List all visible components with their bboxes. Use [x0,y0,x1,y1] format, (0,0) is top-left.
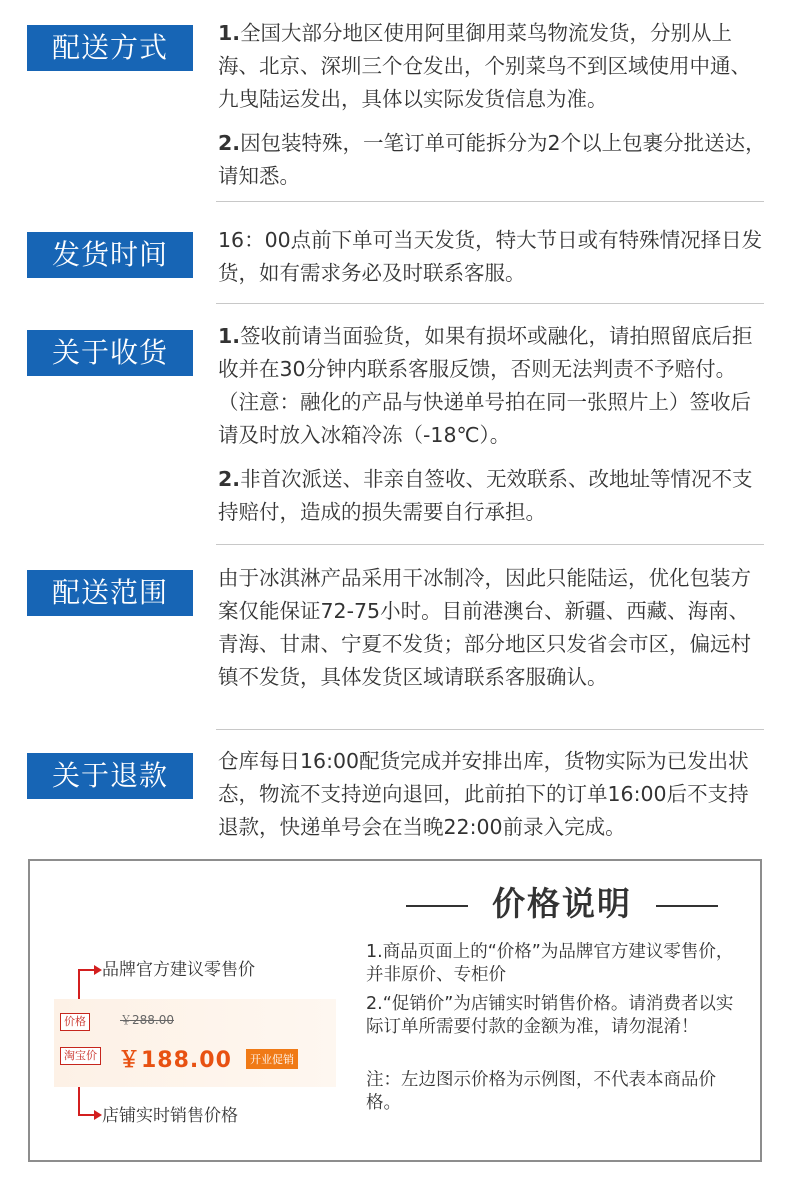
price-notes [366,941,746,1115]
paragraph-text: 16：00点前下单可当天发货，特大节日或有特殊情况择日发货，如有需求务必及时联系客服。 [218,228,763,285]
price-tag-label: 价格 [60,1013,90,1031]
title-rule-right [656,905,718,907]
divider [216,303,764,304]
divider [216,544,764,545]
paragraph [218,127,766,193]
price-explanation-box [28,859,762,1162]
original-price: ￥288.00 [120,1013,174,1027]
paragraph [218,320,766,452]
price-note-disclaimer: 注：左边图示价格为示例图，不代表本商品价格。 [366,1070,716,1113]
paragraph [218,224,766,290]
paragraph-number: 1. [218,324,241,348]
current-price: ￥188.00 [118,1048,232,1073]
section-content [218,562,766,694]
paragraph-number: 2. [218,131,241,155]
price-note: 2.“促销价”为店铺实时销售价格。请消费者以实际订单所需要付款的金额为准，请勿混淆！ [366,994,734,1037]
paragraph [218,562,766,694]
section-content [218,745,766,844]
promo-badge: 开业促销 [246,1049,298,1069]
price-box-title [402,881,722,927]
price-example-card [54,999,336,1087]
section-label: 关于退款 [27,753,193,799]
taobao-price-tag: 淘宝价 [60,1047,101,1065]
paragraph [218,17,766,116]
section-label: 配送方式 [27,25,193,71]
arrow-right-icon [94,965,102,975]
section-content [218,320,766,529]
paragraph-number: 2. [218,467,241,491]
section-content [218,224,766,290]
divider [216,201,764,202]
price-box-title-text: 价格说明 [492,884,632,923]
paragraph-text: 因包装特殊，一笔订单可能拆分为2个以上包裹分批送达，请知悉。 [218,131,766,188]
callout-suggested-price: 品牌官方建议零售价 [102,960,255,980]
callout-shop-price: 店铺实时销售价格 [102,1106,238,1126]
arrow-right-icon [94,1110,102,1120]
section-label: 关于收货 [27,330,193,376]
divider [216,729,764,730]
section-label: 配送范围 [27,570,193,616]
paragraph-text: 非首次派送、非亲自签收、无效联系、改地址等情况不支持赔付，造成的损失需要自行承担。 [218,467,753,524]
section-label: 发货时间 [27,232,193,278]
paragraph-text: 签收前请当面验货，如果有损坏或融化，请拍照留底后拒收并在30分钟内联系客服反馈，否则无法判责不予赔付。（注意：融化的产品与快递单号拍在同一张照片上）签收后请及时放入冰箱冷冻（-18℃）。 [218,324,753,447]
price-note: 1.商品页面上的“价格”为品牌官方建议零售价，并非原价、专柜价 [366,942,734,985]
paragraph [218,745,766,844]
paragraph-text: 仓库每日16:00配货完成并安排出库，货物实际为已发出状态，物流不支持逆向退回，此前拍下的订单16:00后不支持退款，快递单号会在当晚22:00前录入完成。 [218,749,749,839]
paragraph-text: 由于冰淇淋产品采用干冰制冷，因此只能陆运，优化包装方案仅能保证72-75小时。目前港澳台、新疆、西藏、海南、青海、甘肃、宁夏不发货；部分地区只发省会市区，偏远村镇不发货，具体发货区域请联系客服确认。 [218,566,751,689]
paragraph [218,463,766,529]
paragraph-text: 全国大部分地区使用阿里御用菜鸟物流发货，分别从上海、北京、深圳三个仓发出，个别菜鸟不到区域使用中通、九曳陆运发出，具体以实际发货信息为准。 [218,21,751,111]
paragraph-number: 1. [218,21,241,45]
section-content [218,17,766,193]
title-rule-left [406,905,468,907]
